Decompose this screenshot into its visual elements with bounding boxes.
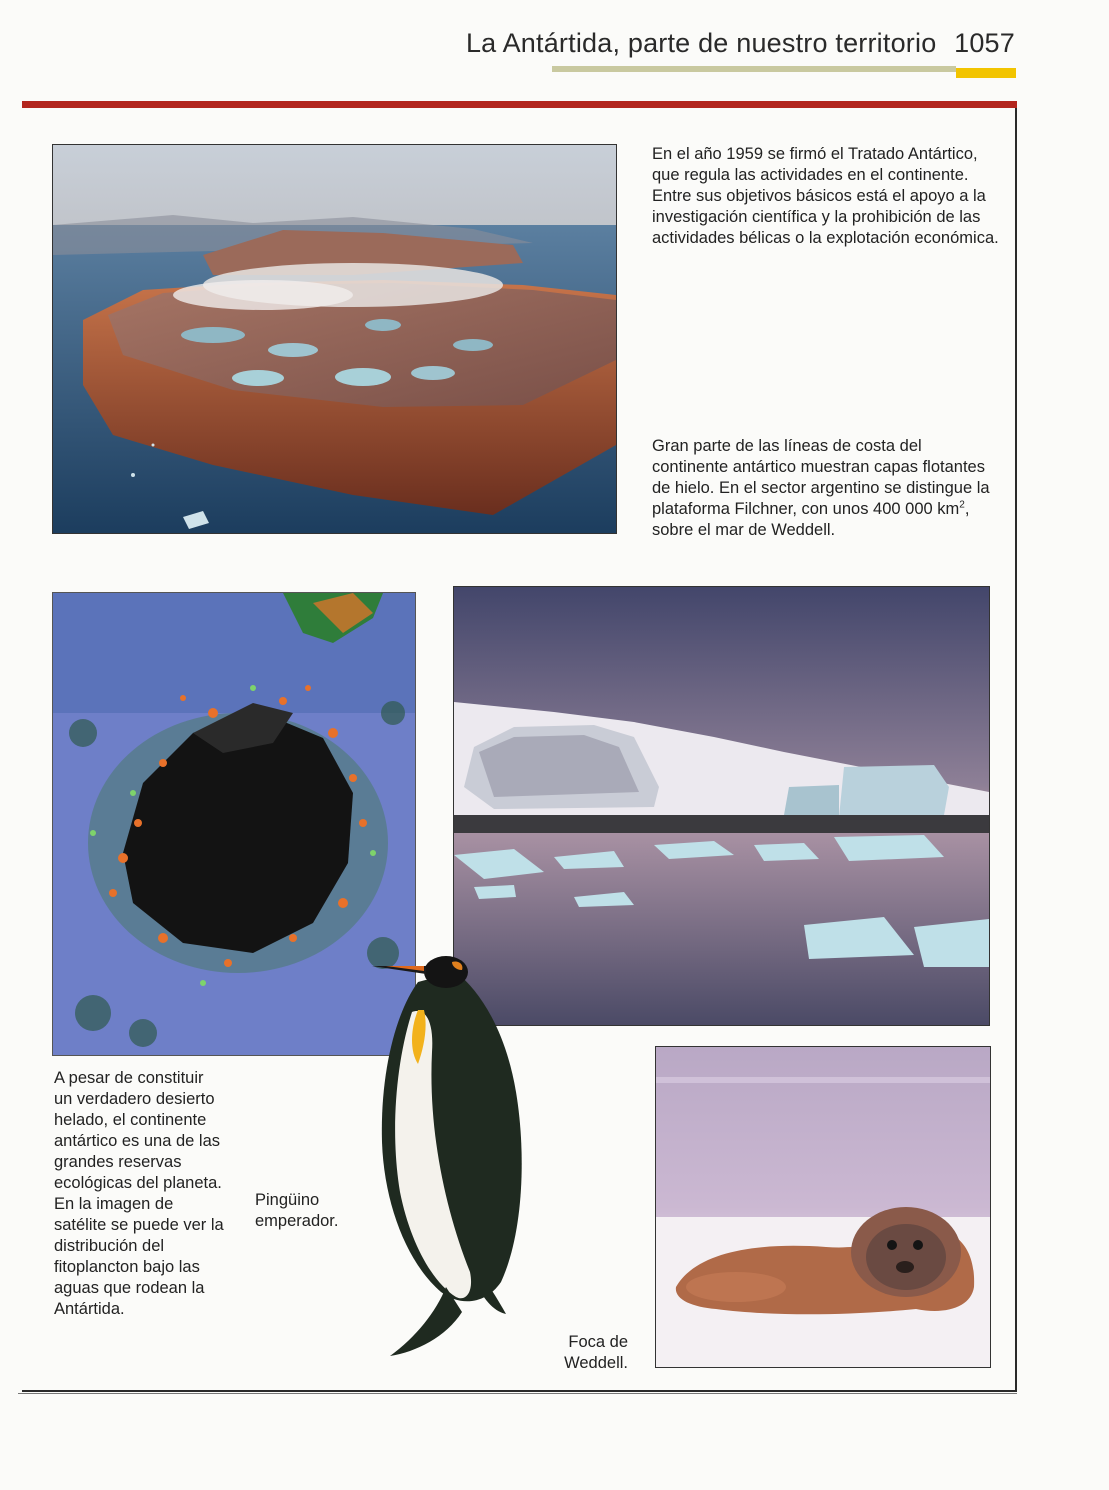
coastline-text-part2: , sobre el mar de Weddell. <box>652 500 970 539</box>
satellite-phytoplankton-image <box>52 592 416 1056</box>
icebergs-photo <box>453 586 990 1026</box>
seal-caption-text: Foca de Weddell. <box>564 1333 628 1372</box>
aerial-island-photo <box>52 144 617 534</box>
page-frame-bottom-thin <box>18 1393 1017 1394</box>
penguin-caption <box>255 1190 365 1232</box>
page-frame-right <box>1015 108 1017 1392</box>
page-header <box>466 28 1015 59</box>
coastline-text-part1: Gran parte de las líneas de costa del continente antártico muestran capas flotantes de hielo. En el sector argentino se distingue la plataforma Filchner, con unos 400 000 km <box>652 437 990 518</box>
superscript-2: 2 <box>959 499 965 511</box>
treaty-text: En el año 1959 se firmó el Tratado Antártico, que regula las actividades en el continente. Entre sus objetivos básicos está el apoyo a la investigación científica y la prohibición de las actividades bélicas o la explotación económica. <box>652 145 999 247</box>
coastline-text <box>652 436 997 541</box>
header-color-tab <box>956 68 1016 78</box>
header-rule <box>552 66 956 72</box>
coastline-paragraph <box>652 436 997 541</box>
weddell-seal-photo <box>655 1046 991 1368</box>
emperor-penguin-illustration <box>366 952 526 1362</box>
page-frame-bottom <box>22 1390 1017 1392</box>
seal-caption <box>548 1332 628 1374</box>
penguin-caption-text: Pingüino emperador. <box>255 1191 339 1230</box>
satellite-caption-line2: En la imagen de satélite se puede ver la distribución del fitoplancton bajo las aguas que rodean la Antártida. <box>54 1195 224 1318</box>
satellite-caption-line1: A pesar de constituir un verdadero desierto helado, el continente antártico es una de las grandes reservas ecológicas del planeta. <box>54 1069 222 1192</box>
satellite-caption <box>54 1068 224 1320</box>
treaty-paragraph <box>652 144 1002 249</box>
red-divider <box>22 101 1017 108</box>
chapter-title: La Antártida, parte de nuestro territorio <box>465 28 937 58</box>
page-number: 1057 <box>954 28 1015 58</box>
